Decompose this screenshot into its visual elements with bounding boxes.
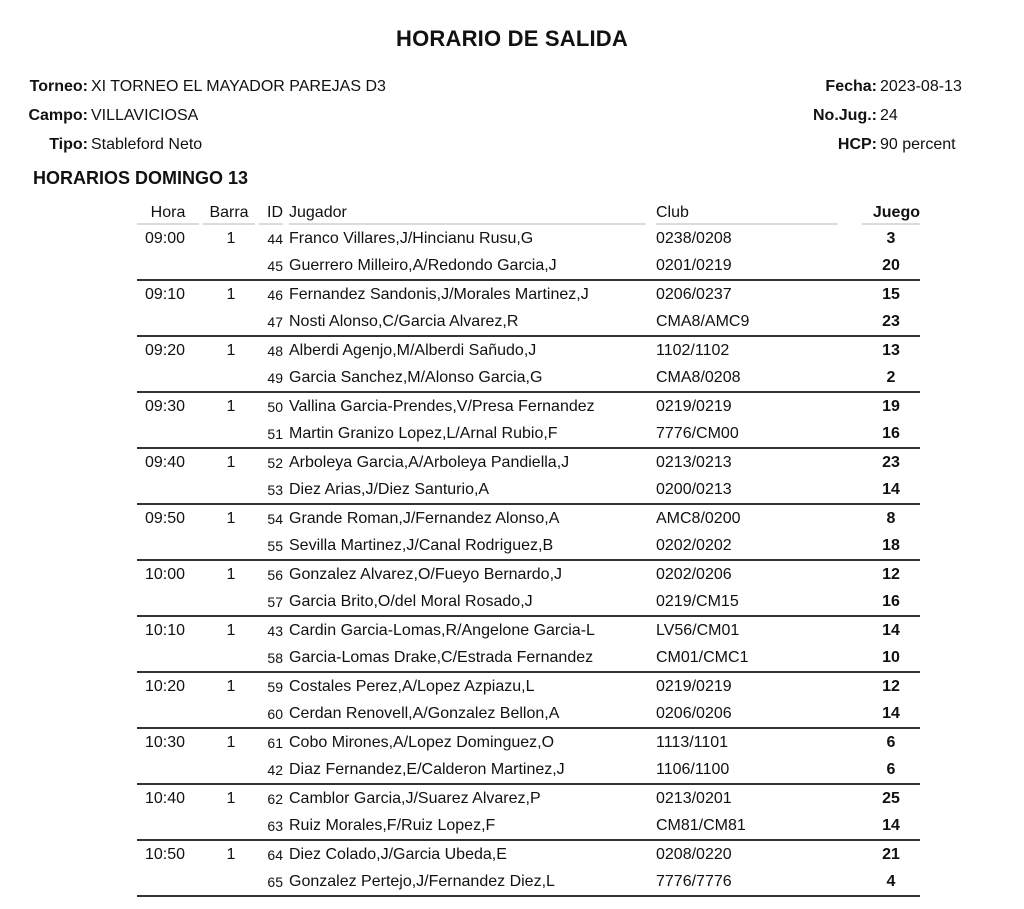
cell-juego: 19 xyxy=(882,397,900,415)
table-row xyxy=(137,252,920,280)
cell-hora xyxy=(137,868,203,896)
col-header-id: ID xyxy=(259,203,289,225)
col-header-club: Club xyxy=(650,203,862,225)
table-row xyxy=(137,504,920,532)
event-info xyxy=(700,72,990,159)
cell-juego: 23 xyxy=(862,308,920,336)
cell-juego: 6 xyxy=(862,756,920,784)
cell-juego: 14 xyxy=(862,700,920,728)
info-value: 2023-08-13 xyxy=(880,78,962,95)
cell-hora xyxy=(137,308,203,336)
cell-juego: 14 xyxy=(862,812,920,840)
cell-barra: 1 xyxy=(226,453,236,471)
cell-id: 64 xyxy=(267,846,283,863)
cell-hora xyxy=(137,700,203,728)
cell-barra: 1 xyxy=(226,341,236,359)
cell-club: CM01/CMC1 xyxy=(650,644,862,672)
info-campo xyxy=(0,101,460,130)
info-tipo xyxy=(0,130,460,159)
info-label: HCP: xyxy=(837,136,877,153)
cell-barra: 1 xyxy=(226,397,236,415)
cell-barra xyxy=(203,868,259,896)
cell-id: 43 xyxy=(267,622,283,639)
cell-id: 63 xyxy=(259,812,289,840)
table-row xyxy=(137,280,920,308)
cell-barra xyxy=(203,588,259,616)
cell-jugador: Fernandez Sandonis,J/Morales Martinez,J xyxy=(289,285,589,303)
cell-club: 0219/0219 xyxy=(656,397,732,415)
cell-id: 45 xyxy=(259,252,289,280)
cell-id: 61 xyxy=(267,734,283,751)
info-label: Torneo: xyxy=(29,78,88,95)
cell-barra: 1 xyxy=(226,509,236,527)
cell-club: 7776/CM00 xyxy=(650,420,862,448)
table-row xyxy=(137,336,920,364)
cell-id: 58 xyxy=(259,644,289,672)
table-row xyxy=(137,588,920,616)
cell-club: CMA8/AMC9 xyxy=(650,308,862,336)
cell-barra xyxy=(203,476,259,504)
cell-club: 0201/0219 xyxy=(650,252,862,280)
cell-club: 1113/1101 xyxy=(656,733,729,751)
cell-hora: 10:30 xyxy=(145,733,186,751)
table-row xyxy=(137,672,920,700)
cell-juego: 4 xyxy=(862,868,920,896)
cell-club: LV56/CM01 xyxy=(656,621,740,639)
cell-hora xyxy=(137,476,203,504)
cell-juego: 8 xyxy=(886,509,896,527)
cell-club: 0206/0206 xyxy=(650,700,862,728)
cell-juego: 14 xyxy=(862,476,920,504)
cell-id: 65 xyxy=(259,868,289,896)
cell-hora: 10:10 xyxy=(145,621,186,639)
cell-jugador: Nosti Alonso,C/Garcia Alvarez,R xyxy=(289,308,650,336)
cell-club: 0202/0202 xyxy=(650,532,862,560)
table-body xyxy=(137,225,920,896)
cell-club: 0213/0213 xyxy=(656,453,732,471)
info-label: Tipo: xyxy=(49,136,88,153)
col-header-barra: Barra xyxy=(203,203,259,225)
info-value: XI TORNEO EL MAYADOR PAREJAS D3 xyxy=(91,78,386,95)
cell-club: 7776/7776 xyxy=(650,868,862,896)
cell-jugador: Cerdan Renovell,A/Gonzalez Bellon,A xyxy=(289,700,650,728)
cell-hora xyxy=(137,364,203,392)
cell-jugador: Cardin Garcia-Lomas,R/Angelone Garcia-L xyxy=(289,621,595,639)
cell-barra xyxy=(203,308,259,336)
info-label: Campo: xyxy=(28,107,88,124)
cell-jugador: Cobo Mirones,A/Lopez Dominguez,O xyxy=(289,733,555,751)
cell-jugador: Garcia Sanchez,M/Alonso Garcia,G xyxy=(289,364,650,392)
cell-juego: 6 xyxy=(886,733,896,751)
cell-club: 0208/0220 xyxy=(656,845,732,863)
cell-juego: 23 xyxy=(882,453,900,471)
cell-barra xyxy=(203,364,259,392)
cell-barra xyxy=(203,252,259,280)
cell-club: 0202/0206 xyxy=(656,565,732,583)
table-row xyxy=(137,812,920,840)
cell-jugador: Garcia-Lomas Drake,C/Estrada Fernandez xyxy=(289,644,650,672)
info-value: 24 xyxy=(880,107,898,124)
table-row xyxy=(137,644,920,672)
cell-juego: 2 xyxy=(862,364,920,392)
cell-juego: 13 xyxy=(882,341,900,359)
cell-juego: 12 xyxy=(882,565,900,583)
cell-barra xyxy=(203,812,259,840)
cell-barra xyxy=(203,700,259,728)
cell-jugador: Camblor Garcia,J/Suarez Alvarez,P xyxy=(289,789,541,807)
info-fecha xyxy=(700,72,990,101)
cell-club: CMA8/0208 xyxy=(650,364,862,392)
table-row xyxy=(137,476,920,504)
cell-jugador: Diez Colado,J/Garcia Ubeda,E xyxy=(289,845,507,863)
cell-id: 62 xyxy=(267,790,283,807)
table-row xyxy=(137,616,920,644)
cell-barra: 1 xyxy=(226,229,236,247)
cell-juego: 12 xyxy=(882,677,900,695)
cell-id: 46 xyxy=(267,286,283,303)
table-row xyxy=(137,560,920,588)
cell-club: 1102/1102 xyxy=(656,341,730,359)
cell-hora xyxy=(137,252,203,280)
cell-jugador: Gonzalez Alvarez,O/Fueyo Bernardo,J xyxy=(289,565,563,583)
cell-club: 1106/1100 xyxy=(650,756,862,784)
cell-id: 56 xyxy=(267,566,283,583)
cell-juego: 10 xyxy=(862,644,920,672)
cell-jugador: Arboleya Garcia,A/Arboleya Pandiella,J xyxy=(289,453,570,471)
cell-barra: 1 xyxy=(226,789,236,807)
col-header-juego: Juego xyxy=(862,203,920,225)
cell-hora: 09:00 xyxy=(145,229,186,247)
table-row xyxy=(137,308,920,336)
cell-barra: 1 xyxy=(226,845,236,863)
cell-jugador: Martin Granizo Lopez,L/Arnal Rubio,F xyxy=(289,420,650,448)
cell-barra: 1 xyxy=(226,285,236,303)
cell-juego: 14 xyxy=(882,621,900,639)
cell-hora: 09:50 xyxy=(145,509,186,527)
table-row xyxy=(137,756,920,784)
table-row xyxy=(137,420,920,448)
cell-hora: 09:40 xyxy=(145,453,186,471)
table-row xyxy=(137,700,920,728)
cell-juego: 21 xyxy=(882,845,900,863)
cell-hora: 09:30 xyxy=(145,397,186,415)
cell-id: 47 xyxy=(259,308,289,336)
cell-jugador: Diaz Fernandez,E/Calderon Martinez,J xyxy=(289,756,650,784)
info-value: 90 percent xyxy=(880,136,956,153)
cell-jugador: Grande Roman,J/Fernandez Alonso,A xyxy=(289,509,560,527)
cell-hora: 10:00 xyxy=(145,565,186,583)
cell-juego: 18 xyxy=(862,532,920,560)
cell-id: 54 xyxy=(267,510,283,527)
info-torneo xyxy=(0,72,460,101)
cell-hora xyxy=(137,532,203,560)
info-value: Stableford Neto xyxy=(91,136,203,153)
section-title: HORARIOS DOMINGO 13 xyxy=(33,168,249,188)
cell-juego: 16 xyxy=(862,588,920,616)
page-title: HORARIO DE SALIDA xyxy=(396,26,628,51)
tee-times-table xyxy=(137,203,920,897)
cell-juego: 3 xyxy=(886,229,896,247)
table-row xyxy=(137,448,920,476)
cell-club: 0200/0213 xyxy=(650,476,862,504)
table-row xyxy=(137,868,920,896)
cell-jugador: Sevilla Martinez,J/Canal Rodriguez,B xyxy=(289,532,650,560)
info-label: Fecha: xyxy=(825,78,877,95)
cell-jugador: Franco Villares,J/Hincianu Rusu,G xyxy=(289,229,534,247)
info-label: No.Jug.: xyxy=(813,107,877,124)
cell-juego: 20 xyxy=(862,252,920,280)
cell-jugador: Alberdi Agenjo,M/Alberdi Sañudo,J xyxy=(289,341,537,359)
cell-jugador: Vallina Garcia-Prendes,V/Presa Fernandez xyxy=(289,397,595,415)
info-hcp xyxy=(700,130,990,159)
cell-id: 48 xyxy=(267,342,283,359)
cell-id: 60 xyxy=(259,700,289,728)
cell-hora: 09:10 xyxy=(145,285,186,303)
table-row xyxy=(137,364,920,392)
cell-club: AMC8/0200 xyxy=(656,509,741,527)
cell-id: 51 xyxy=(259,420,289,448)
cell-club: 0206/0237 xyxy=(656,285,732,303)
cell-club: 0219/CM15 xyxy=(650,588,862,616)
cell-club: 0238/0208 xyxy=(656,229,732,247)
cell-juego: 15 xyxy=(882,285,900,303)
cell-id: 42 xyxy=(259,756,289,784)
cell-jugador: Ruiz Morales,F/Ruiz Lopez,F xyxy=(289,812,650,840)
cell-barra xyxy=(203,644,259,672)
cell-hora: 09:20 xyxy=(145,341,186,359)
cell-id: 52 xyxy=(267,454,283,471)
cell-id: 50 xyxy=(267,398,283,415)
table-row xyxy=(137,840,920,868)
table-row xyxy=(137,728,920,756)
cell-jugador: Gonzalez Pertejo,J/Fernandez Diez,L xyxy=(289,868,650,896)
cell-id: 55 xyxy=(259,532,289,560)
col-header-hora: Hora xyxy=(137,203,203,225)
cell-barra: 1 xyxy=(226,621,236,639)
cell-hora xyxy=(137,812,203,840)
cell-hora xyxy=(137,588,203,616)
cell-barra xyxy=(203,532,259,560)
cell-id: 57 xyxy=(259,588,289,616)
cell-hora xyxy=(137,756,203,784)
cell-jugador: Garcia Brito,O/del Moral Rosado,J xyxy=(289,588,650,616)
tournament-info xyxy=(0,72,460,159)
cell-hora: 10:20 xyxy=(145,677,186,695)
cell-hora xyxy=(137,420,203,448)
cell-id: 53 xyxy=(259,476,289,504)
cell-barra: 1 xyxy=(226,733,236,751)
cell-juego: 16 xyxy=(862,420,920,448)
cell-barra: 1 xyxy=(226,565,236,583)
cell-club: 0213/0201 xyxy=(656,789,732,807)
cell-juego: 25 xyxy=(882,789,900,807)
table-row xyxy=(137,532,920,560)
cell-id: 49 xyxy=(259,364,289,392)
cell-hora: 10:50 xyxy=(145,845,186,863)
cell-id: 59 xyxy=(267,678,283,695)
cell-id: 44 xyxy=(267,230,283,247)
cell-jugador: Guerrero Milleiro,A/Redondo Garcia,J xyxy=(289,252,650,280)
table-header-row xyxy=(137,203,920,225)
table-row xyxy=(137,784,920,812)
cell-club: 0219/0219 xyxy=(656,677,732,695)
cell-jugador: Diez Arias,J/Diez Santurio,A xyxy=(289,476,650,504)
info-num-jugadores xyxy=(700,101,990,130)
table-row xyxy=(137,392,920,420)
cell-barra xyxy=(203,420,259,448)
info-value: VILLAVICIOSA xyxy=(91,107,199,124)
cell-hora: 10:40 xyxy=(145,789,186,807)
cell-jugador: Costales Perez,A/Lopez Azpiazu,L xyxy=(289,677,535,695)
cell-barra: 1 xyxy=(226,677,236,695)
cell-hora xyxy=(137,644,203,672)
table-row xyxy=(137,225,920,252)
cell-barra xyxy=(203,756,259,784)
cell-club: CM81/CM81 xyxy=(650,812,862,840)
col-header-jugador: Jugador xyxy=(289,203,650,225)
